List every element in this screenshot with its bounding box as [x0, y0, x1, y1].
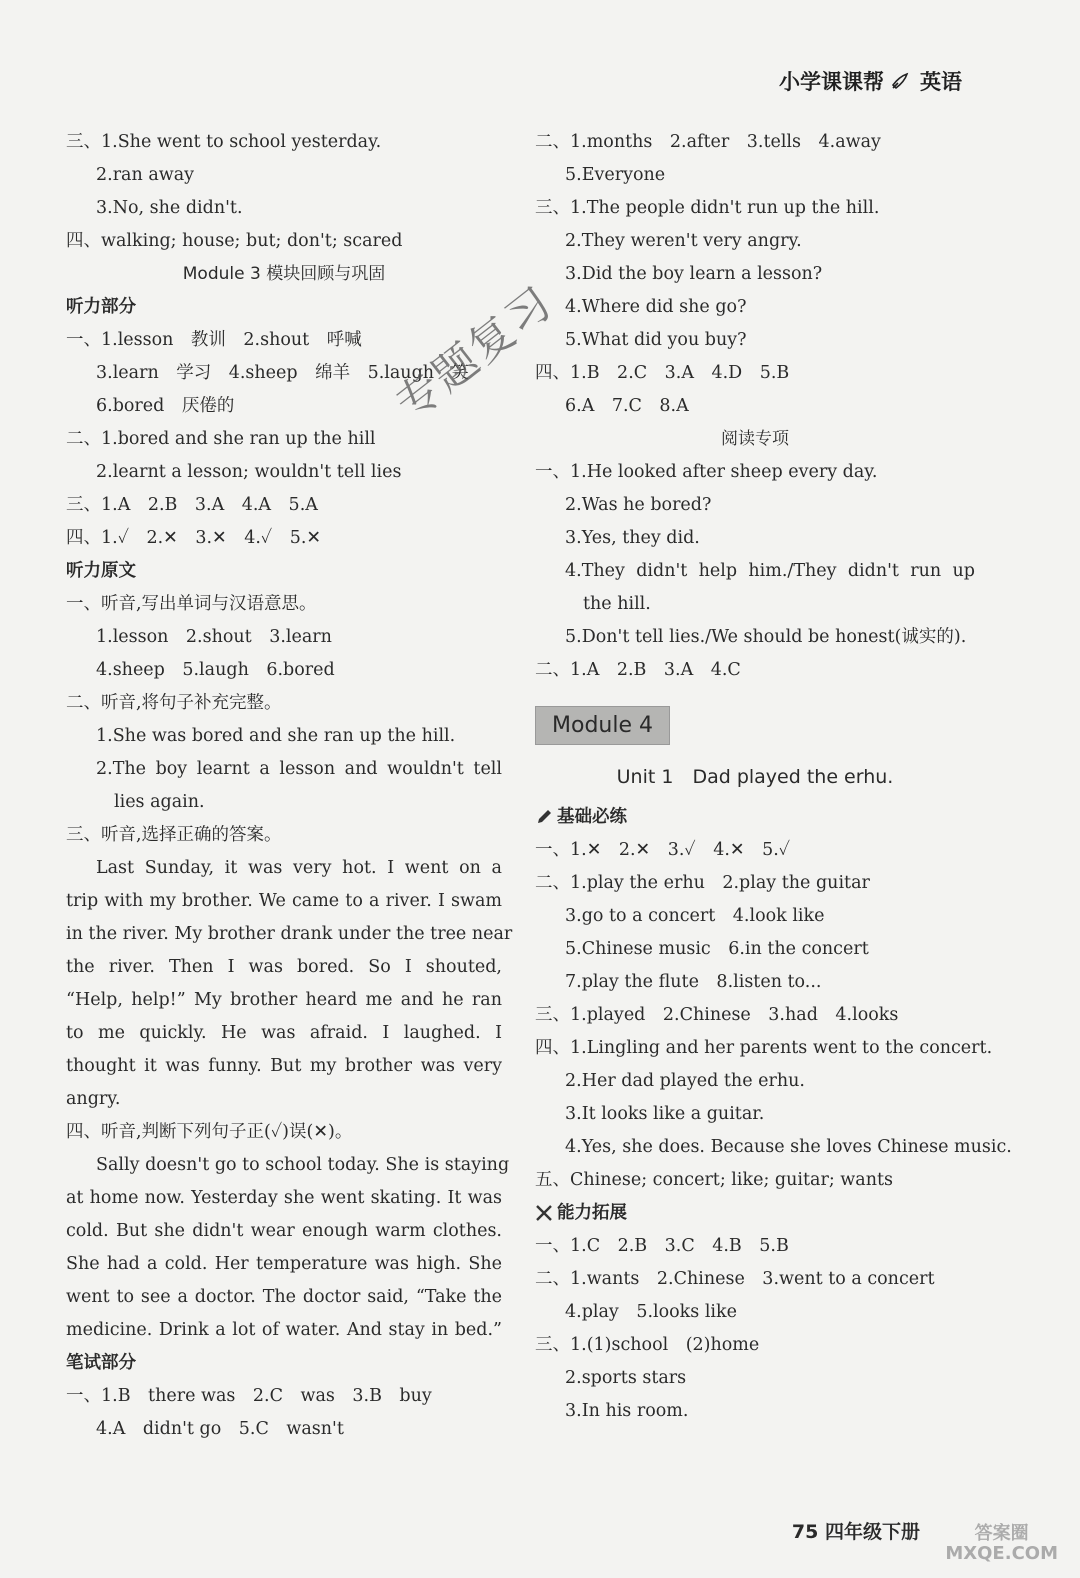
transcript-line: to me quickly. He was afraid. I laughed. I — [66, 1023, 502, 1043]
section-heading: 笔试部分 — [66, 1353, 136, 1373]
answer-line: 二、1.months 2.after 3.tells 4.away — [535, 132, 881, 152]
transcript-line: the river. Then I was bored. So I shouted, — [66, 957, 502, 977]
answer-line: 2.They weren't very angry. — [565, 231, 802, 251]
answer-line: 3.In his room. — [565, 1401, 689, 1421]
answer-line: 二、1.A 2.B 3.A 4.C — [535, 660, 741, 680]
question-line: 四、听音,判断下列句子正(✓)误(✕)。 — [66, 1122, 353, 1142]
answer-line: 四、1.✓ 2.✕ 3.✕ 4.✓ 5.✕ — [66, 528, 322, 548]
answer-line: 7.play the flute 8.listen to... — [565, 972, 822, 992]
page-footer — [792, 1517, 920, 1544]
grade-label: 四年级下册 — [824, 1521, 920, 1543]
answer-line: 三、1.The people didn't run up the hill. — [535, 198, 880, 218]
module-title: Module 4 — [535, 706, 670, 745]
answer-line: 一、1.B there was 2.C was 3.B buy — [66, 1386, 432, 1406]
answer-line: 四、1.B 2.C 3.A 4.D 5.B — [535, 363, 790, 383]
answer-line: 3.Yes, they did. — [565, 528, 700, 548]
page-number: 75 — [791, 1521, 819, 1543]
answer-line: lies again. — [114, 792, 205, 812]
answer-line: 四、walking; house; but; don't; scared — [66, 231, 403, 251]
watermark-url: MXQE.COM — [945, 1543, 1058, 1564]
watermark-logo — [945, 1524, 1058, 1564]
answer-line: 3.It looks like a guitar. — [565, 1104, 765, 1124]
answer-line: 2.Her dad played the erhu. — [565, 1071, 805, 1091]
transcript-line: She had a cold. Her temperature was high. She — [66, 1254, 502, 1274]
answer-line: 二、1.bored and she ran up the hill — [66, 429, 376, 449]
pen-nib-icon — [890, 71, 910, 91]
answer-line: 5.What did you buy? — [565, 330, 747, 350]
module-review-heading: Module 3 模块回顾与巩固 — [182, 264, 386, 284]
answer-line: 4.They didn't help him./They didn't run up — [565, 561, 975, 581]
answer-line: 二、1.play the erhu 2.play the guitar — [535, 873, 870, 893]
unit-title: Unit 1 Dad played the erhu. — [616, 766, 894, 788]
transcript-line: “Help, help!” My brother heard me and he ran — [66, 990, 502, 1010]
answer-line: 一、1.C 2.B 3.C 4.B 5.B — [535, 1236, 789, 1256]
answer-line: 1.She was bored and she ran up the hill. — [96, 726, 456, 746]
subject-label: 英语 — [920, 70, 962, 94]
transcript-line: cold. But she didn't wear enough warm clothes. — [66, 1221, 502, 1241]
transcript-line: trip with my brother. We came to a river. I swam — [66, 891, 502, 911]
answer-line: 4.Where did she go? — [565, 297, 747, 317]
answer-line: 6.bored 厌倦的 — [96, 396, 235, 416]
answer-line: 2.learnt a lesson; wouldn't tell lies — [96, 462, 402, 482]
answer-line: 四、1.Lingling and her parents went to the concert. — [535, 1038, 993, 1058]
pencil-icon — [535, 808, 553, 826]
module-banner — [535, 687, 975, 753]
answer-line: 一、1.lesson 教训 2.shout 呼喊 — [66, 330, 362, 350]
answer-line: 4.play 5.looks like — [565, 1302, 737, 1322]
book-title: 小学课课帮 — [779, 70, 884, 94]
answer-line: 二、1.wants 2.Chinese 3.went to a concert — [535, 1269, 935, 1289]
crossed-tools-icon — [535, 1204, 553, 1222]
question-line: 一、听音,写出单词与汉语意思。 — [66, 594, 317, 614]
transcript-line: angry. — [66, 1089, 121, 1109]
answer-line: 3.go to a concert 4.look like — [565, 906, 825, 926]
answer-line: the hill. — [583, 594, 651, 614]
section-heading: 听力部分 — [66, 297, 136, 317]
transcript-line: Sally doesn't go to school today. She is staying — [96, 1155, 510, 1175]
answer-line: 2.ran away — [96, 165, 195, 185]
answer-line: 5.Everyone — [565, 165, 666, 185]
answer-line: 6.A 7.C 8.A — [565, 396, 689, 416]
answer-line: 一、1.He looked after sheep every day. — [535, 462, 878, 482]
answer-line: 4.sheep 5.laugh 6.bored — [96, 660, 335, 680]
answer-line: 一、1.✕ 2.✕ 3.✓ 4.✕ 5.✓ — [535, 840, 791, 860]
watermark-text: 答案圈 — [974, 1523, 1029, 1544]
section-title: 能力拓展 — [557, 1203, 627, 1223]
transcript-line: went to see a doctor. The doctor said, “Take the — [66, 1287, 502, 1307]
answer-line: 3.learn 学习 4.sheep 绵羊 5.laugh 笑 — [96, 363, 470, 383]
answer-line: 1.lesson 2.shout 3.learn — [96, 627, 332, 647]
answer-line: 4.A didn't go 5.C wasn't — [96, 1419, 344, 1439]
section-heading: 听力原文 — [66, 561, 136, 581]
answer-line: 三、1.A 2.B 3.A 4.A 5.A — [66, 495, 318, 515]
right-column — [535, 126, 1012, 1428]
answer-line: 4.Yes, she does. Because she loves Chinese music. — [565, 1137, 1012, 1157]
page-header — [779, 66, 962, 96]
answer-line: 3.Did the boy learn a lesson? — [565, 264, 823, 284]
transcript-line: in the river. My brother drank under the tree near — [66, 924, 513, 944]
transcript-line: Last Sunday, it was very hot. I went on a — [96, 858, 502, 878]
answer-line: 5.Chinese music 6.in the concert — [565, 939, 869, 959]
answer-line: 2.sports stars — [565, 1368, 687, 1388]
section-heading — [535, 1197, 975, 1230]
transcript-line: at home now. Yesterday she went skating. It was — [66, 1188, 502, 1208]
section-heading — [535, 801, 975, 834]
transcript-line: medicine. Drink a lot of water. And stay in bed.” — [66, 1320, 502, 1340]
transcript-line: thought it was funny. But my brother was very — [66, 1056, 502, 1076]
answer-line: 3.No, she didn't. — [96, 198, 243, 218]
section-title: 基础必练 — [557, 807, 627, 827]
answer-line: 三、1.played 2.Chinese 3.had 4.looks — [535, 1005, 899, 1025]
answer-line: 5.Don't tell lies./We should be honest(诚实的). — [565, 627, 967, 647]
question-line: 二、听音,将句子补充完整。 — [66, 693, 282, 713]
question-line: 三、听音,选择正确的答案。 — [66, 825, 282, 845]
left-column — [66, 126, 513, 1446]
reading-section-heading: 阅读专项 — [721, 429, 789, 449]
answer-line: 2.Was he bored? — [565, 495, 712, 515]
answer-line: 五、Chinese; concert; like; guitar; wants — [535, 1170, 893, 1190]
answer-line: 2.The boy learnt a lesson and wouldn't tell — [96, 759, 502, 779]
answer-line: 三、1.She went to school yesterday. — [66, 132, 382, 152]
answer-line: 三、1.(1)school (2)home — [535, 1335, 760, 1355]
handwritten-annotation: 专题复习 — [386, 276, 563, 431]
